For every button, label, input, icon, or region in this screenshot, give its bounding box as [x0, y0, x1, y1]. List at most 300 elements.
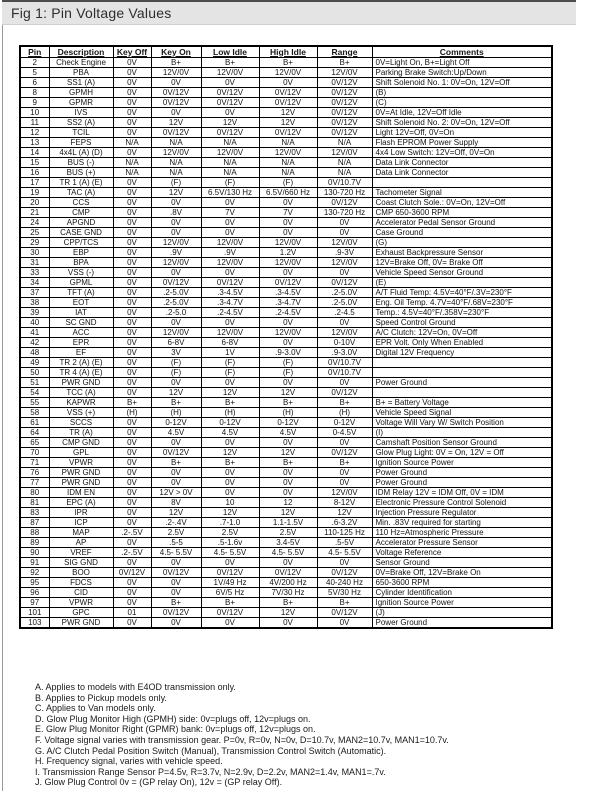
table-cell: 0V: [259, 228, 317, 238]
table-cell: SS2 (A): [49, 118, 113, 128]
table-cell: 01: [113, 608, 151, 618]
table-cell: 0V: [317, 438, 372, 448]
table-cell: 0V: [113, 348, 151, 358]
table-cell: 0V: [113, 268, 151, 278]
table-row: [20, 588, 552, 598]
table-cell: (I): [372, 428, 552, 438]
table-cell: TR 2 (A) (E): [49, 358, 113, 368]
table-cell: .2-5.0: [151, 308, 201, 318]
table-cell: 0V: [259, 198, 317, 208]
table-cell: SS1 (A): [49, 78, 113, 88]
table-cell: 10: [201, 498, 259, 508]
table-cell: Check Engine: [49, 58, 113, 68]
table-cell: .9-3V: [317, 248, 372, 258]
table-cell: CCS: [49, 198, 113, 208]
table-cell: N/A: [259, 168, 317, 178]
table-cell: 31: [20, 258, 49, 268]
table-cell: SIG GND: [49, 558, 113, 568]
table-cell: 7V: [259, 208, 317, 218]
table-cell: (H): [259, 408, 317, 418]
table-cell: 12V/0V: [317, 238, 372, 248]
table-cell: GPML: [49, 278, 113, 288]
table-cell: 40-240 Hz: [317, 578, 372, 588]
table-cell: 0V: [259, 478, 317, 488]
table-cell: 95: [20, 578, 49, 588]
table-row: [20, 258, 552, 268]
table-cell: 12V/0V: [151, 68, 201, 78]
table-cell: 0V: [151, 438, 201, 448]
table-cell: 4.5- 5.5V: [259, 548, 317, 558]
table-cell: 0V=Brake Off, 12V=Brake On: [372, 568, 552, 578]
table-cell: 91: [20, 558, 49, 568]
table-cell: VSS (-): [49, 268, 113, 278]
table-row: [20, 458, 552, 468]
table-cell: 12V: [317, 508, 372, 518]
table-cell: TR (A): [49, 428, 113, 438]
table-cell: 4V/200 Hz: [259, 578, 317, 588]
table-cell: 50: [20, 368, 49, 378]
table-cell: 0V: [151, 588, 201, 598]
table-cell: 64: [20, 428, 49, 438]
table-cell: 4.5V: [151, 428, 201, 438]
table-row: [20, 508, 552, 518]
table-cell: IAT: [49, 308, 113, 318]
table-cell: 0V: [113, 198, 151, 208]
table-cell: Power Ground: [372, 468, 552, 478]
table-cell: 0V: [113, 128, 151, 138]
table-cell: 89: [20, 538, 49, 548]
table-cell: 0V: [113, 598, 151, 608]
table-cell: 0V/10.7V: [317, 358, 372, 368]
table-row: [20, 428, 552, 438]
table-cell: B+: [151, 58, 201, 68]
table-row: [20, 68, 552, 78]
table-cell: Data Link Connector: [372, 168, 552, 178]
table-cell: 0V: [113, 368, 151, 378]
table-cell: Voltage Reference: [372, 548, 552, 558]
table-cell: VREF: [49, 548, 113, 558]
table-cell: 0V: [201, 438, 259, 448]
footnote-line: G. A/C Clutch Pedal Position Switch (Manual), Transmission Control Switch (Automatic).: [35, 745, 387, 756]
table-cell: 0V: [317, 318, 372, 328]
table-row: [20, 178, 552, 188]
table-cell: (H): [201, 408, 259, 418]
table-cell: 12V > 0V: [151, 488, 201, 498]
table-cell: 12V: [151, 118, 201, 128]
table-cell: 12V/0V: [151, 148, 201, 158]
table-cell: 0V/12V: [151, 88, 201, 98]
table-cell: Ignition Source Power: [372, 458, 552, 468]
table-cell: 0V/12V: [317, 128, 372, 138]
table-cell: N/A: [113, 158, 151, 168]
table-cell: 0V: [113, 388, 151, 398]
table-cell: 0V/12V: [151, 278, 201, 288]
table-cell: (F): [201, 178, 259, 188]
table-cell: 4.5- 5.5V: [317, 548, 372, 558]
table-cell: N/A: [151, 168, 201, 178]
table-cell: GPMH: [49, 88, 113, 98]
table-cell: 39: [20, 308, 49, 318]
table-cell: KAPWR: [49, 398, 113, 408]
table-cell: 2.5V: [259, 528, 317, 538]
table-cell: (F): [151, 178, 201, 188]
table-cell: 0V: [317, 378, 372, 388]
table-cell: 0V: [201, 478, 259, 488]
table-cell: 12V/0V: [259, 238, 317, 248]
table-cell: Accelerator Pedal Sensor Ground: [372, 218, 552, 228]
table-cell: 0V/12V: [259, 128, 317, 138]
table-cell: 61: [20, 418, 49, 428]
table-cell: SCCS: [49, 418, 113, 428]
footnote-line: E. Glow Plug Monitor Right (GPMR) bank: 0v=plugs off, 12v=plugs on.: [35, 724, 316, 735]
table-cell: 130-720 Hz: [317, 188, 372, 198]
table-row: [20, 538, 552, 548]
table-cell: N/A: [201, 138, 259, 148]
table-cell: 0V: [113, 108, 151, 118]
table-header-row: [20, 46, 552, 58]
table-cell: 0V: [259, 438, 317, 448]
table-cell: A/T Fluid Temp: 4.5V=40°F/.3V=230°F: [372, 288, 552, 298]
table-cell: 0V/12V: [317, 98, 372, 108]
table-cell: Tachometer Signal: [372, 188, 552, 198]
table-row: [20, 278, 552, 288]
table-cell: .2-4.5V: [259, 308, 317, 318]
table-cell: 0V: [201, 488, 259, 498]
table-cell: IPR: [49, 508, 113, 518]
table-cell: 0V/12V: [201, 98, 259, 108]
table-cell: 12V: [259, 448, 317, 458]
table-cell: TCIL: [49, 128, 113, 138]
table-cell: (F): [259, 368, 317, 378]
table-cell: Glow Plug Light: 0V = On, 12V = Off: [372, 448, 552, 458]
table-row: [20, 618, 552, 629]
column-header: Low Idle: [201, 46, 259, 58]
table-cell: 0V/12V: [259, 278, 317, 288]
table-cell: 12V: [259, 118, 317, 128]
table-cell: B+: [259, 58, 317, 68]
column-header: Key On: [151, 46, 201, 58]
table-cell: 0V/12V: [259, 98, 317, 108]
table-cell: (F): [201, 368, 259, 378]
table-cell: VSS (+): [49, 408, 113, 418]
table-cell: 0V: [151, 468, 201, 478]
table-cell: .6-3.2V: [317, 518, 372, 528]
table-cell: 0V/12V: [201, 568, 259, 578]
table-cell: B+: [113, 398, 151, 408]
table-cell: 0V: [113, 338, 151, 348]
table-cell: 0V/12V: [317, 388, 372, 398]
table-cell: 0V: [113, 328, 151, 338]
table-cell: TFT (A): [49, 288, 113, 298]
table-cell: (H): [113, 408, 151, 418]
table-cell: CMP: [49, 208, 113, 218]
table-cell: 0V: [113, 588, 151, 598]
table-cell: 90: [20, 548, 49, 558]
table-cell: 12V/0V: [151, 328, 201, 338]
table-cell: 0V: [113, 318, 151, 328]
table-cell: 0V: [113, 438, 151, 448]
table-cell: 0V: [113, 558, 151, 568]
table-cell: 12V/0V: [201, 258, 259, 268]
table-row: [20, 98, 552, 108]
table-cell: CID: [49, 588, 113, 598]
table-cell: 14: [20, 148, 49, 158]
table-cell: (F): [201, 358, 259, 368]
table-cell: (J): [372, 608, 552, 618]
table-cell: 12V: [201, 388, 259, 398]
table-cell: Cylinder Identification: [372, 588, 552, 598]
table-cell: 4x4L (A) (D): [49, 148, 113, 158]
table-cell: ACC: [49, 328, 113, 338]
table-cell: N/A: [259, 138, 317, 148]
table-cell: 29: [20, 238, 49, 248]
table-cell: Temp.: 4.5V=40°F/.358V=230°F: [372, 308, 552, 318]
table-cell: Digital 12V Frequency: [372, 348, 552, 358]
table-cell: 0V: [317, 618, 372, 629]
table-cell: B+: [259, 598, 317, 608]
footnote-line: J. Glow Plug Control 0v = (GP relay On), 12v = (GP relay Off).: [35, 777, 283, 788]
table-cell: FEPS: [49, 138, 113, 148]
table-cell: 8: [20, 88, 49, 98]
table-cell: 0V: [113, 358, 151, 368]
table-cell: GPC: [49, 608, 113, 618]
table-row: [20, 108, 552, 118]
table-cell: 0V: [113, 508, 151, 518]
table-cell: 103: [20, 618, 49, 629]
table-cell: 0V/12V: [113, 568, 151, 578]
table-cell: 101: [20, 608, 49, 618]
table-cell: 0V=At Idle, 12V=Off Idle: [372, 108, 552, 118]
footnote-line: A. Applies to models with E4OD transmission only.: [35, 682, 236, 692]
table-cell: .3-4.5V: [259, 288, 317, 298]
table-cell: 12V/0V: [259, 148, 317, 158]
table-cell: .2-.5V: [113, 528, 151, 538]
table-cell: .2-.5V: [113, 548, 151, 558]
table-cell: 40: [20, 318, 49, 328]
table-row: [20, 568, 552, 578]
table-row: [20, 58, 552, 68]
table-cell: CPP/TCS: [49, 238, 113, 248]
table-cell: 0V: [113, 228, 151, 238]
table-cell: .2-5.0V: [317, 288, 372, 298]
table-cell: B+: [151, 398, 201, 408]
table-cell: 1V: [201, 348, 259, 358]
table-cell: 0V: [317, 218, 372, 228]
table-cell: 5V/30 Hz: [317, 588, 372, 598]
table-cell: 3V: [151, 348, 201, 358]
table-row: [20, 398, 552, 408]
footnote-line: C. Applies to Van models only.: [35, 703, 156, 714]
table-cell: 6-8V: [151, 338, 201, 348]
table-cell: 7V: [201, 208, 259, 218]
table-cell: 0V/12V: [317, 448, 372, 458]
table-cell: B+: [151, 598, 201, 608]
table-cell: 0V: [113, 458, 151, 468]
table-cell: B+: [151, 458, 201, 468]
table-cell: [372, 368, 552, 378]
footnote-line: D. Glow Plug Monitor High (GPMH) side: 0v=plugs off, 12v=plugs on.: [35, 713, 311, 724]
table-cell: (F): [259, 358, 317, 368]
table-cell: PWR GND: [49, 468, 113, 478]
table-cell: N/A: [151, 158, 201, 168]
footnote-line: I. Transmission Range Sensor P=4.5v, R=3.7v, N=2.9v, D=2.2v, MAN2=1.4v, MAN1=.7v.: [35, 766, 386, 777]
table-cell: EPC (A): [49, 498, 113, 508]
table-cell: CMP 650-3600 RPM: [372, 208, 552, 218]
table-row: [20, 148, 552, 158]
table-cell: 0V: [317, 468, 372, 478]
table-cell: 92: [20, 568, 49, 578]
table-cell: (H): [317, 408, 372, 418]
table-cell: BOO: [49, 568, 113, 578]
table-cell: 48: [20, 348, 49, 358]
table-cell: 0V: [113, 488, 151, 498]
table-cell: 12V/0V: [201, 148, 259, 158]
table-cell: 0V/10.7V: [317, 178, 372, 188]
table-cell: N/A: [317, 158, 372, 168]
table-cell: Ignition Source Power: [372, 598, 552, 608]
table-cell: 37: [20, 288, 49, 298]
table-cell: 0V: [259, 558, 317, 568]
table-cell: N/A: [317, 138, 372, 148]
table-cell: 12V/0V: [317, 148, 372, 158]
table-cell: 0V: [201, 78, 259, 88]
table-cell: 88: [20, 528, 49, 538]
table-cell: 58: [20, 408, 49, 418]
table-cell: 0V: [259, 618, 317, 629]
table-row: [20, 418, 552, 428]
table-cell: 13: [20, 138, 49, 148]
table-cell: (G): [372, 238, 552, 248]
table-cell: (F): [151, 358, 201, 368]
table-cell: 12V/0V: [317, 258, 372, 268]
table-cell: 0V: [151, 268, 201, 278]
table-cell: 0V: [151, 558, 201, 568]
column-header: Range: [317, 46, 372, 58]
table-cell: (C): [372, 98, 552, 108]
table-cell: 0V: [317, 478, 372, 488]
table-cell: 0V: [113, 178, 151, 188]
table-cell: 0V: [113, 208, 151, 218]
table-cell: 12V/0V: [259, 68, 317, 78]
table-cell: 0V: [317, 228, 372, 238]
table-row: [20, 578, 552, 588]
table-cell: 0V: [201, 468, 259, 478]
table-cell: 0V: [113, 278, 151, 288]
table-cell: (B): [372, 88, 552, 98]
table-cell: 0V: [113, 118, 151, 128]
table-cell: Light 12V=Off, 0V=On: [372, 128, 552, 138]
table-cell: 1V/49 Hz: [201, 578, 259, 588]
table-cell: 9: [20, 98, 49, 108]
table-cell: 2.5V: [201, 528, 259, 538]
table-row: [20, 158, 552, 168]
table-cell: 12V/0V: [201, 238, 259, 248]
table-cell: B+: [201, 398, 259, 408]
table-cell: 12V: [151, 508, 201, 518]
table-cell: 0V/12V: [151, 568, 201, 578]
table-cell: 0V: [113, 578, 151, 588]
table-cell: .9-3.0V: [259, 348, 317, 358]
table-cell: 41: [20, 328, 49, 338]
table-cell: CASE GND: [49, 228, 113, 238]
table-cell: 55: [20, 398, 49, 408]
table-cell: EOT: [49, 298, 113, 308]
table-cell: 0-4.5V: [317, 428, 372, 438]
table-cell: 0V: [113, 238, 151, 248]
table-cell: 0V: [151, 378, 201, 388]
table-cell: TCC (A): [49, 388, 113, 398]
table-row: [20, 228, 552, 238]
table-cell: 0V/12V: [317, 118, 372, 128]
table-cell: B+: [259, 398, 317, 408]
table-cell: 0V/12V: [151, 608, 201, 618]
table-cell: 0V/12V: [201, 128, 259, 138]
table-cell: (F): [151, 368, 201, 378]
table-cell: N/A: [113, 138, 151, 148]
table-cell: 70: [20, 448, 49, 458]
table-cell: 65: [20, 438, 49, 448]
table-cell: GPMR: [49, 98, 113, 108]
table-row: [20, 288, 552, 298]
table-row: [20, 348, 552, 358]
table-cell: .9-3.0V: [317, 348, 372, 358]
table-cell: Sensor Ground: [372, 558, 552, 568]
table-cell: 12V=Brake Off, 0V= Brake Off: [372, 258, 552, 268]
table-cell: 76: [20, 468, 49, 478]
table-cell: 20: [20, 198, 49, 208]
table-row: [20, 268, 552, 278]
table-cell: .8V: [151, 208, 201, 218]
table-cell: 16: [20, 168, 49, 178]
table-row: [20, 498, 552, 508]
table-cell: 0V: [113, 258, 151, 268]
column-header: High Idle: [259, 46, 317, 58]
footnote-line: F. Voltage signal varies with transmission gear. P=0v, R=0v, N=0v, D=10.7v, MAN2=10.7v, MAN1=10.7v.: [35, 734, 449, 745]
table-cell: ICP: [49, 518, 113, 528]
table-cell: 71: [20, 458, 49, 468]
page-title: Fig 1: Pin Voltage Values: [11, 5, 172, 21]
table-cell: 12V/0V: [317, 488, 372, 498]
footnotes-block: [35, 682, 575, 788]
table-cell: 0V/12V: [201, 278, 259, 288]
table-cell: 0V/12V: [201, 608, 259, 618]
table-cell: 0V: [113, 498, 151, 508]
table-cell: 0V/12V: [317, 108, 372, 118]
table-cell: 1.1-1.5V: [259, 518, 317, 528]
table-cell: 0V: [113, 78, 151, 88]
table-cell: TR 4 (A) (E): [49, 368, 113, 378]
table-cell: 10: [20, 108, 49, 118]
table-row: [20, 298, 552, 308]
table-cell: MAP: [49, 528, 113, 538]
table-cell: BUS (+): [49, 168, 113, 178]
table-cell: .2-5.0V: [317, 298, 372, 308]
table-cell: 12V: [259, 108, 317, 118]
table-row: [20, 608, 552, 618]
table-cell: 83: [20, 508, 49, 518]
table-cell: .7-1.0: [201, 518, 259, 528]
table-cell: 0V: [151, 318, 201, 328]
table-cell: 0V: [113, 618, 151, 629]
table-row: [20, 598, 552, 608]
table-cell: 0V: [317, 558, 372, 568]
table-cell: EPR Volt. Only When Enabled: [372, 338, 552, 348]
table-row: [20, 448, 552, 458]
table-cell: 0V: [151, 618, 201, 629]
table-cell: Camshaft Position Sensor Ground: [372, 438, 552, 448]
pin-voltage-table-container: [19, 45, 553, 629]
table-cell: 0V: [259, 468, 317, 478]
